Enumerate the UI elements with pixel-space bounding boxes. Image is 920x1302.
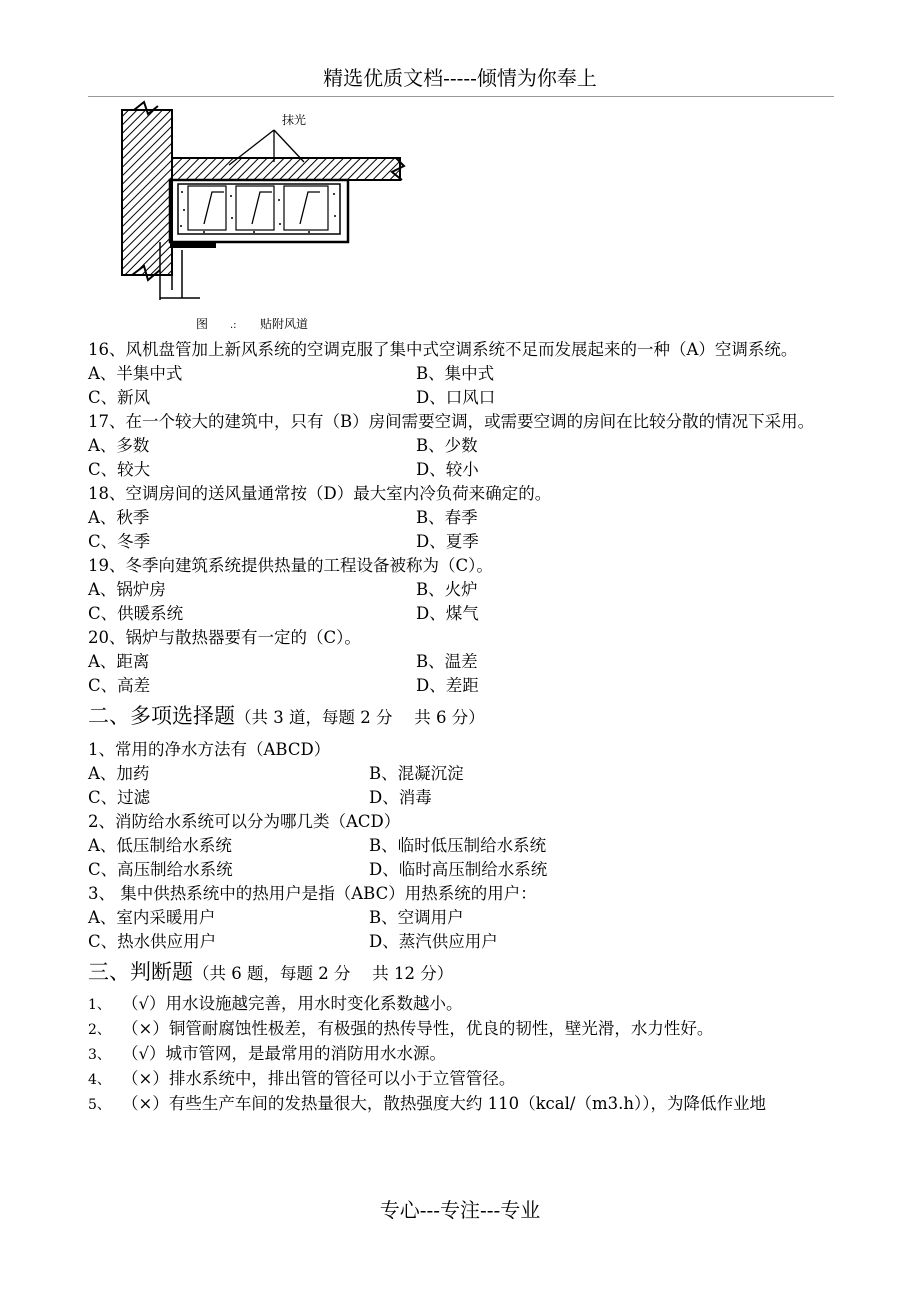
attached-duct-diagram [104, 100, 414, 332]
option: C、热水供应用户 [88, 932, 217, 951]
caption-title: 贴附风道 [260, 317, 309, 331]
option: A、加药 [88, 764, 150, 783]
judgement-item [88, 1092, 834, 1117]
item-number: 3、 [88, 1047, 111, 1063]
options-grid [88, 834, 834, 882]
judgement-item [88, 1017, 834, 1042]
option: B、春季 [416, 508, 478, 527]
question-text: 2、消防给水系统可以分为哪几类（ACD） [88, 812, 401, 831]
option: C、较大 [88, 460, 151, 479]
option: B、集中式 [416, 364, 495, 383]
option: B、临时低压制给水系统 [369, 836, 547, 855]
options-grid [88, 762, 834, 810]
option: A、室内采暖用户 [88, 908, 216, 927]
section-multi-heading [88, 704, 834, 730]
option: C、新风 [88, 388, 151, 407]
question-text: 18、空调房间的送风量通常按（D）最大室内冷负荷来确定的。 [88, 484, 552, 503]
multi-choice-list [88, 738, 834, 954]
duct-figure [104, 100, 414, 332]
item-text: （√）城市管网，是最常用的消防用水水源。 [122, 1044, 447, 1063]
wall [122, 110, 172, 275]
option: D、夏季 [416, 532, 479, 551]
judgement-item [88, 992, 834, 1017]
option: D、差距 [416, 676, 479, 695]
support-bar [170, 242, 216, 248]
option: B、混凝沉淀 [369, 764, 464, 783]
item-number: 4、 [88, 1072, 111, 1088]
header-divider [88, 96, 834, 97]
page-header: 精选优质文档-----倾情为你奉上 [323, 66, 597, 90]
option: A、锅炉房 [88, 580, 166, 599]
option: C、高差 [88, 676, 151, 695]
option: A、半集中式 [88, 364, 183, 383]
section-note: （共 3 道，每题 2 分 共 6 分） [235, 708, 485, 727]
judgement-item [88, 1042, 834, 1067]
options-grid [88, 650, 834, 698]
duct-outer [170, 180, 348, 242]
option: A、距离 [88, 652, 150, 671]
option: D、煤气 [416, 604, 479, 623]
option: D、蒸汽供应用户 [369, 932, 498, 951]
options-grid [88, 906, 834, 954]
option: C、过滤 [88, 788, 151, 807]
label-smoothing: 抹光 [282, 113, 307, 127]
item-text: （×）铜管耐腐蚀性极差，有极强的热传导性，优良的韧性，壁光滑，水力性好。 [122, 1019, 714, 1038]
floor-slab [172, 158, 400, 180]
content [88, 338, 834, 1117]
option: A、秋季 [88, 508, 150, 527]
item-text: （×）排水系统中，排出管的管径可以小于立管管径。 [122, 1069, 516, 1088]
question-text: 17、在一个较大的建筑中，只有（B）房间需要空调，或需要空调的房间在比较分散的情况下采用。 [88, 412, 815, 431]
duct-cell [284, 186, 328, 230]
option: D、消毒 [369, 788, 432, 807]
option: C、供暖系统 [88, 604, 184, 623]
caption-fig: 图 [196, 317, 209, 331]
options-grid [88, 362, 834, 410]
option: C、冬季 [88, 532, 151, 551]
judgement-item [88, 1067, 834, 1092]
options-grid [88, 434, 834, 482]
option: D、口风口 [416, 388, 496, 407]
option: D、临时高压制给水系统 [369, 860, 548, 879]
option: B、少数 [416, 436, 478, 455]
concrete-speckle [180, 191, 336, 233]
section-title: 二、多项选择题 [88, 704, 235, 728]
option: A、低压制给水系统 [88, 836, 232, 855]
option: B、空调用户 [369, 908, 464, 927]
item-number: 5、 [88, 1097, 111, 1113]
question-text: 19、冬季向建筑系统提供热量的工程设备被称为（C）。 [88, 556, 493, 575]
leader-lines-inner [204, 192, 320, 224]
options-grid [88, 578, 834, 626]
item-number: 2、 [88, 1022, 111, 1038]
option: B、火炉 [416, 580, 478, 599]
option: D、较小 [416, 460, 479, 479]
section-title: 三、判断题 [88, 960, 193, 984]
true-false-list [88, 992, 834, 1117]
option: A、多数 [88, 436, 150, 455]
caption-mid: .: [230, 320, 237, 331]
item-text: （√）用水设施越完善，用水时变化系数越小。 [122, 994, 463, 1013]
question-text: 3、 集中供热系统中的热用户是指（ABC）用热系统的用户： [88, 884, 537, 903]
question-text: 1、常用的净水方法有（ABCD） [88, 740, 331, 759]
single-choice-list [88, 338, 834, 698]
item-number: 1、 [88, 997, 111, 1013]
question-text: 20、锅炉与散热器要有一定的（C）。 [88, 628, 361, 647]
item-text: （×）有些生产车间的发热量很大，散热强度大约 110（kcal/（m3.h）），为降低作业地 [122, 1094, 766, 1113]
question-text: 16、风机盘管加上新风系统的空调克服了集中式空调系统不足而发展起来的一种（A）空调系统。 [88, 340, 798, 359]
section-note: （共 6 题，每题 2 分 共 12 分） [193, 964, 454, 983]
section-tf-heading [88, 960, 834, 986]
options-grid [88, 506, 834, 554]
option: B、温差 [416, 652, 478, 671]
page-footer: 专心---专注---专业 [379, 1198, 541, 1222]
option: C、高压制给水系统 [88, 860, 233, 879]
